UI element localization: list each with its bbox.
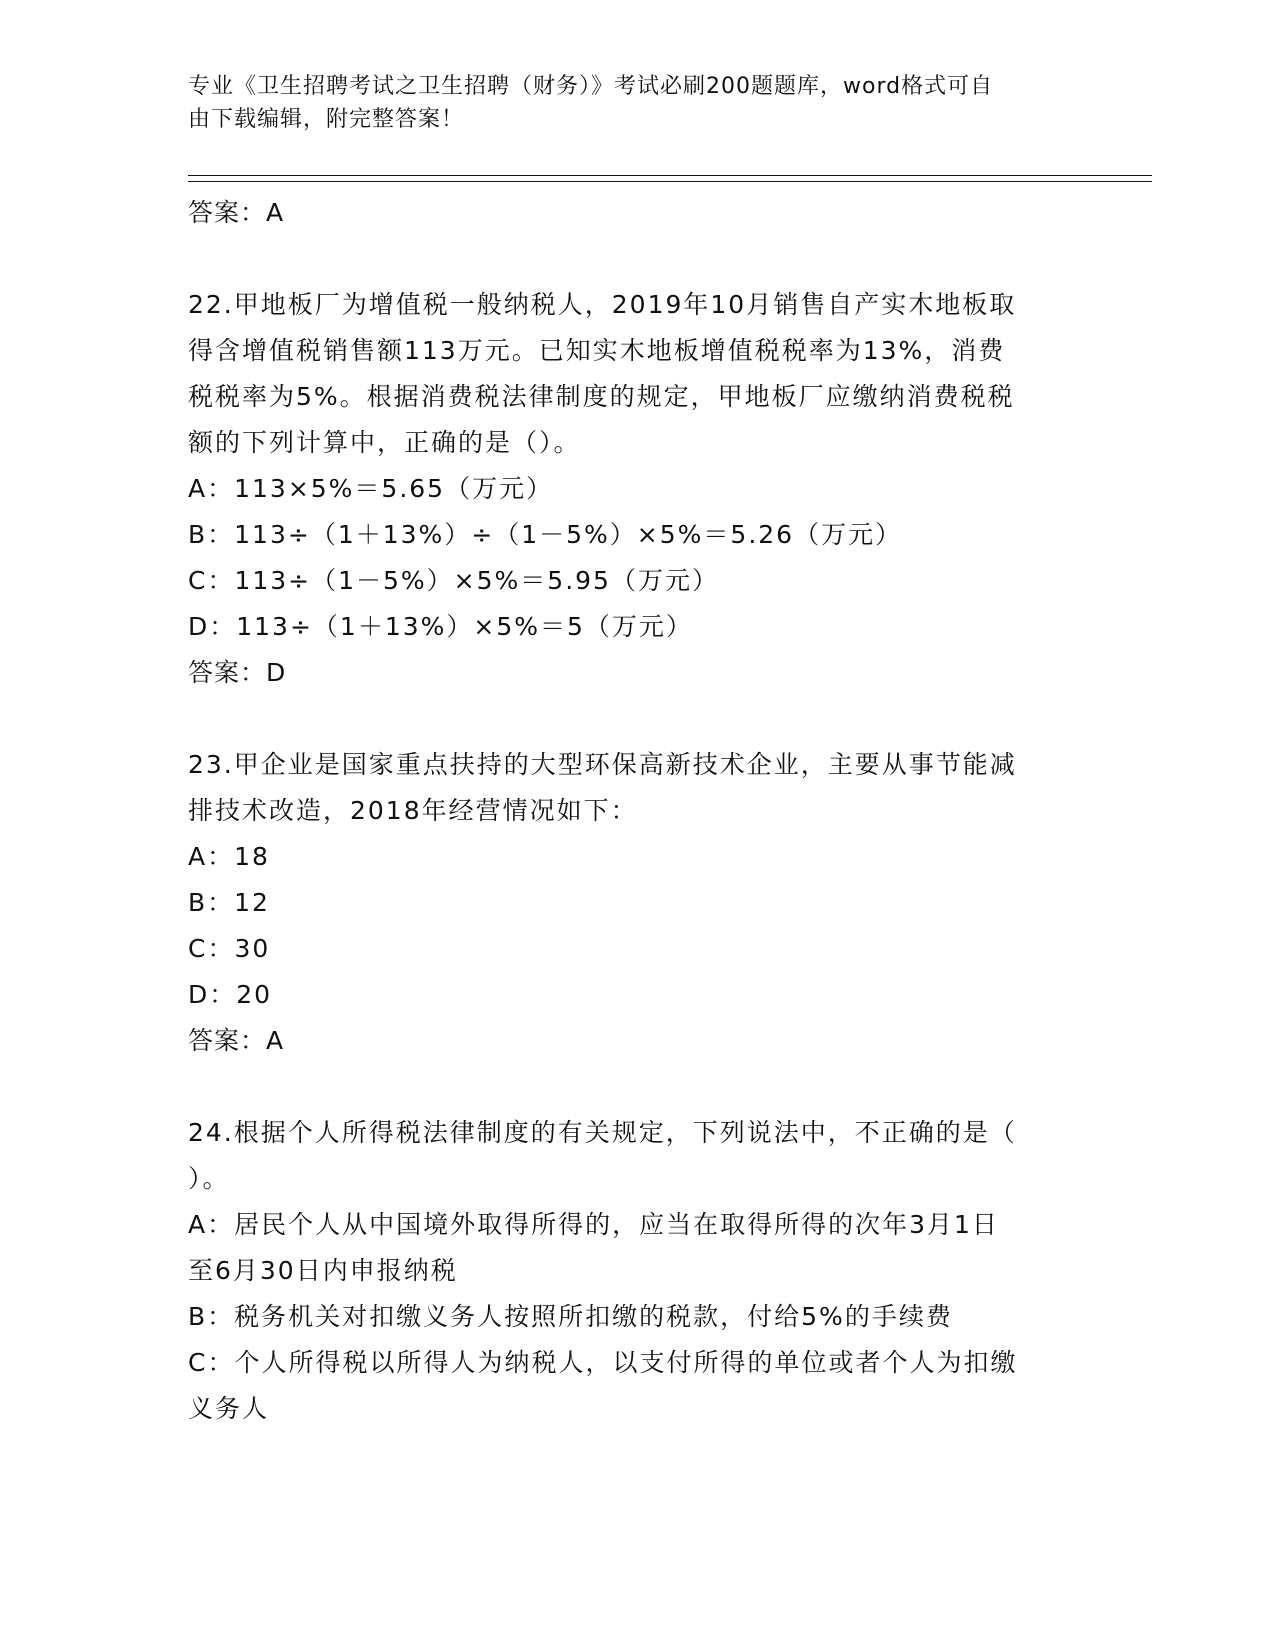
question-23-answer: 答案：A	[188, 1026, 285, 1055]
question-22-line-4: 额的下列计算中，正确的是（）。	[188, 428, 581, 457]
question-22-answer: 答案：D	[188, 658, 287, 687]
question-24-option-c-line-1: C：个人所得税以所得人为纳税人，以支付所得的单位或者个人为扣缴	[188, 1348, 1018, 1377]
header-line-2: 由下载编辑，附完整答案！	[188, 107, 465, 132]
question-22-line-1: 22.甲地板厂为增值税一般纳税人，2019年10月销售自产实木地板取	[188, 290, 1017, 319]
header-rule-top	[188, 175, 1152, 176]
question-22-line-2: 得含增值税销售额113万元。已知实木地板增值税税率为13%，消费	[188, 336, 1006, 365]
question-23-option-c: C：30	[188, 934, 271, 963]
question-24-option-b: B：税务机关对扣缴义务人按照所扣缴的税款，付给5%的手续费	[188, 1302, 953, 1331]
spacer	[188, 236, 1088, 282]
question-24-line-2: ）。	[188, 1164, 230, 1193]
question-24	[188, 1110, 1088, 1432]
question-24-option-a-line-1: A：居民个人从中国境外取得所得的，应当在取得所得的次年3月1日	[188, 1210, 999, 1239]
question-23-line-1: 23.甲企业是国家重点扶持的大型环保高新技术企业，主要从事节能减	[188, 750, 1017, 779]
answer-previous: 答案：A	[188, 198, 285, 227]
question-22-option-c: C：113÷（1－5%）×5%＝5.95（万元）	[188, 566, 719, 595]
header-line-1: 专业《卫生招聘考试之卫生招聘（财务）》考试必刷200题题库，word格式可自	[188, 74, 994, 99]
question-22-option-d: D：113÷（1＋13%）×5%＝5（万元）	[188, 612, 693, 641]
question-24-line-1: 24.根据个人所得税法律制度的有关规定，下列说法中，不正确的是（	[188, 1118, 1017, 1147]
question-24-option-a-line-2: 至6月30日内申报纳税	[188, 1256, 458, 1285]
document-header	[188, 70, 1068, 136]
question-22	[188, 282, 1088, 696]
question-22-option-b: B：113÷（1＋13%）÷（1－5%）×5%＝5.26（万元）	[188, 520, 903, 549]
question-23-line-2: 排技术改造，2018年经营情况如下：	[188, 796, 638, 825]
spacer	[188, 1064, 1088, 1110]
question-23	[188, 742, 1088, 1064]
question-24-option-c-line-2: 义务人	[188, 1394, 270, 1423]
question-22-line-3: 税税率为5%。根据消费税法律制度的规定，甲地板厂应缴纳消费税税	[188, 382, 1015, 411]
question-23-option-a: A：18	[188, 842, 270, 871]
spacer	[188, 696, 1088, 742]
header-rule-bottom	[188, 181, 1152, 182]
question-22-option-a: A：113×5%＝5.65（万元）	[188, 474, 554, 503]
question-23-option-d: D：20	[188, 980, 273, 1009]
document-body	[188, 190, 1088, 1432]
question-23-option-b: B：12	[188, 888, 270, 917]
